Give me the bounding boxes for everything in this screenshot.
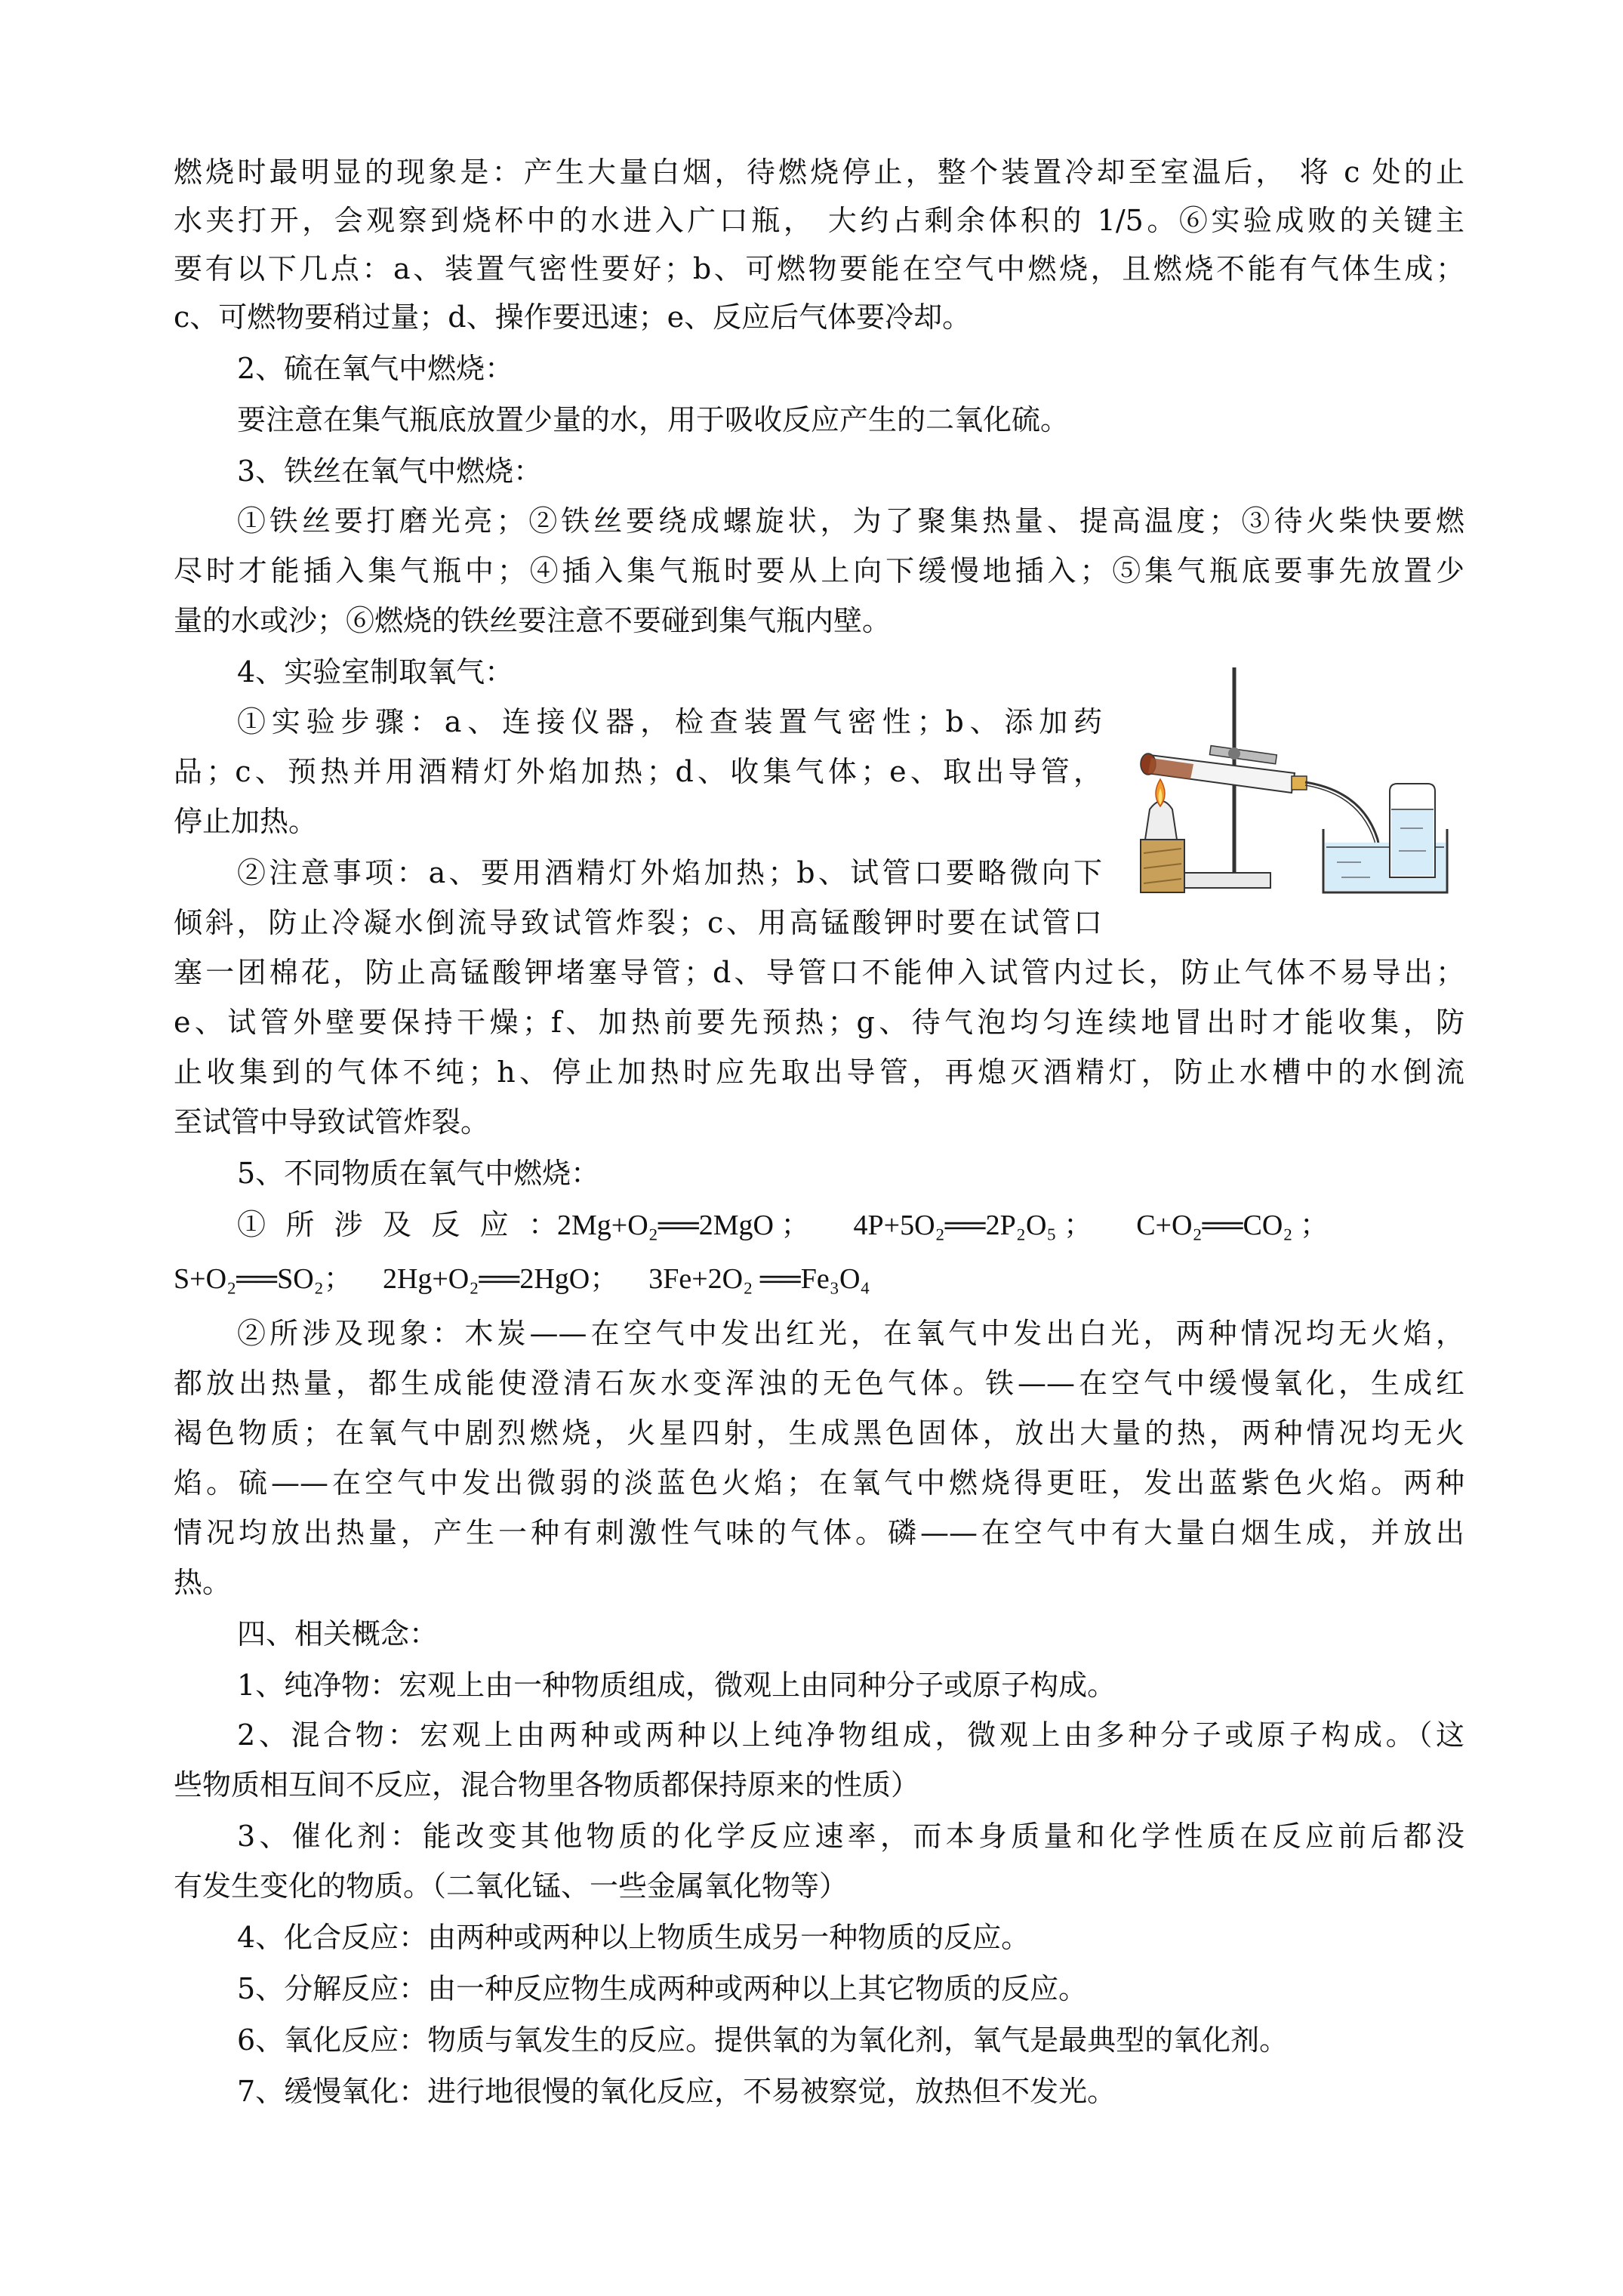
paragraph-line: 品；c、预热并用酒精灯外焰加热；d、收集气体；e、取出导管， (174, 755, 1102, 788)
paragraph-line: 6、氧化反应：物质与氧发生的反应。提供氧的为氧化剂，氧气是最典型的氧化剂。 (237, 2023, 1289, 2057)
paragraph-line: 要有以下几点：a、装置气密性要好；b、可燃物要能在空气中燃烧，且燃烧不能有气体生成； (174, 252, 1464, 285)
paragraph-line: c、可燃物要稍过量；d、操作要迅速；e、反应后气体要冷却。 (174, 300, 972, 334)
paragraph-line: 都放出热量，都生成能使澄清石灰水变浑浊的无色气体。铁——在空气中缓慢氧化，生成红 (174, 1367, 1464, 1400)
equation: 3Fe+2O₂ ══Fe₃O₄ (648, 1263, 870, 1295)
paragraph-line: 至试管中导致试管炸裂。 (174, 1105, 490, 1139)
equation: 4P+5O₂══2P₂O₅ ； (853, 1210, 1093, 1241)
paragraph-line: 4、化合反应：由两种或两种以上物质生成另一种物质的反应。 (237, 1921, 1030, 1954)
paragraph-line: ②注意事项：a、要用酒精灯外焰加热；b、试管口要略微向下 (237, 856, 1102, 889)
paragraph-line: 水夹打开，会观察到烧杯中的水进入广口瓶， 大约占剩余体积的 1/5。⑥实验成败的关键主 (174, 204, 1464, 237)
paragraph-line: 停止加热。 (174, 805, 318, 838)
equation: S+O₂══SO₂； (174, 1263, 353, 1295)
equation-line-1 (237, 1200, 1464, 1250)
paragraph-line: 2、混合物：宏观上由两种或两种以上纯净物组成，微观上由多种分子或原子构成。（这 (237, 1718, 1464, 1752)
equation-lead: ① 所 涉 及 反 应 ： (237, 1208, 557, 1241)
paragraph-line: e、试管外壁要保持干燥；f、加热前要先预热；g、待气泡均匀连续地冒出时才能收集，防 (174, 1006, 1464, 1039)
paragraph-line: 5、分解反应：由一种反应物生成两种或两种以上其它物质的反应。 (237, 1972, 1088, 2005)
oxygen-preparation-apparatus-illustration (1121, 658, 1453, 908)
section-heading: 2、硫在氧气中燃烧： (237, 352, 514, 385)
equation: 2Hg+O₂══2HgO； (382, 1263, 619, 1295)
paragraph-line: 热。 (174, 1566, 232, 1599)
paragraph-line: ①实验步骤：a、连接仪器，检查装置气密性；b、添加药 (237, 705, 1102, 738)
paragraph-line: ②所涉及现象：木炭——在空气中发出红光，在氧气中发出白光，两种情况均无火焰， (237, 1317, 1464, 1350)
paragraph-line: 量的水或沙；⑥燃烧的铁丝要注意不要碰到集气瓶内壁。 (174, 604, 892, 637)
paragraph-line: 褐色物质；在氧气中剧烈燃烧，火星四射，生成黑色固体，放出大量的热，两种情况均无火 (174, 1416, 1464, 1450)
paragraph-line: ①铁丝要打磨光亮；②铁丝要绕成螺旋状，为了聚集热量、提高温度；③待火柴快要燃 (237, 504, 1464, 538)
paragraph-line: 情况均放出热量，产生一种有刺激性气味的气体。磷——在空气中有大量白烟生成，并放出 (174, 1516, 1464, 1549)
paragraph-line: 燃烧时最明显的现象是：产生大量白烟，待燃烧停止，整个装置冷却至室温后， 将 c 处的止 (174, 156, 1464, 189)
paragraph-line: 倾斜，防止冷凝水倒流导致试管炸裂；c、用高锰酸钾时要在试管口 (174, 906, 1102, 939)
paragraph-line: 止收集到的气体不纯；h、停止加热时应先取出导管，再熄灭酒精灯，防止水槽中的水倒流 (174, 1056, 1464, 1089)
section-heading: 四、相关概念： (237, 1617, 439, 1650)
equation: 2Mg+O₂══2MgO ； (557, 1210, 810, 1241)
paragraph-line: 1、纯净物：宏观上由一种物质组成，微观上由同种分子或原子构成。 (237, 1669, 1116, 1702)
paragraph-line: 有发生变化的物质。（二氧化锰、一些金属氧化物等） (174, 1869, 848, 1903)
section-heading: 5、不同物质在氧气中燃烧： (237, 1157, 600, 1190)
section-heading: 4、实验室制取氧气： (237, 655, 514, 689)
paragraph-line: 尽时才能插入集气瓶中；④插入集气瓶时要从上向下缓慢地插入；⑤集气瓶底要事先放置少 (174, 554, 1464, 587)
section-heading: 3、铁丝在氧气中燃烧： (237, 455, 543, 488)
paragraph-line: 焰。硫——在空气中发出微弱的淡蓝色火焰；在氧气中燃烧得更旺，发出蓝紫色火焰。两种 (174, 1466, 1464, 1499)
paragraph-line: 要注意在集气瓶底放置少量的水，用于吸收反应产生的二氧化硫。 (237, 403, 1070, 436)
equation-line-2 (174, 1255, 1464, 1303)
paragraph-line: 7、缓慢氧化：进行地很慢的氧化反应，不易被察觉，放热但不发光。 (237, 2075, 1116, 2108)
paragraph-line: 塞一团棉花，防止高锰酸钾堵塞导管；d、导管口不能伸入试管内过长，防止气体不易导出； (174, 956, 1464, 989)
paragraph-line: 些物质相互间不反应，混合物里各物质都保持原来的性质） (174, 1768, 920, 1801)
equation: C+O₂══CO₂ ； (1136, 1210, 1329, 1241)
paragraph-line: 3、催化剂：能改变其他物质的化学反应速率，而本身质量和化学性质在反应前后都没 (237, 1820, 1464, 1853)
